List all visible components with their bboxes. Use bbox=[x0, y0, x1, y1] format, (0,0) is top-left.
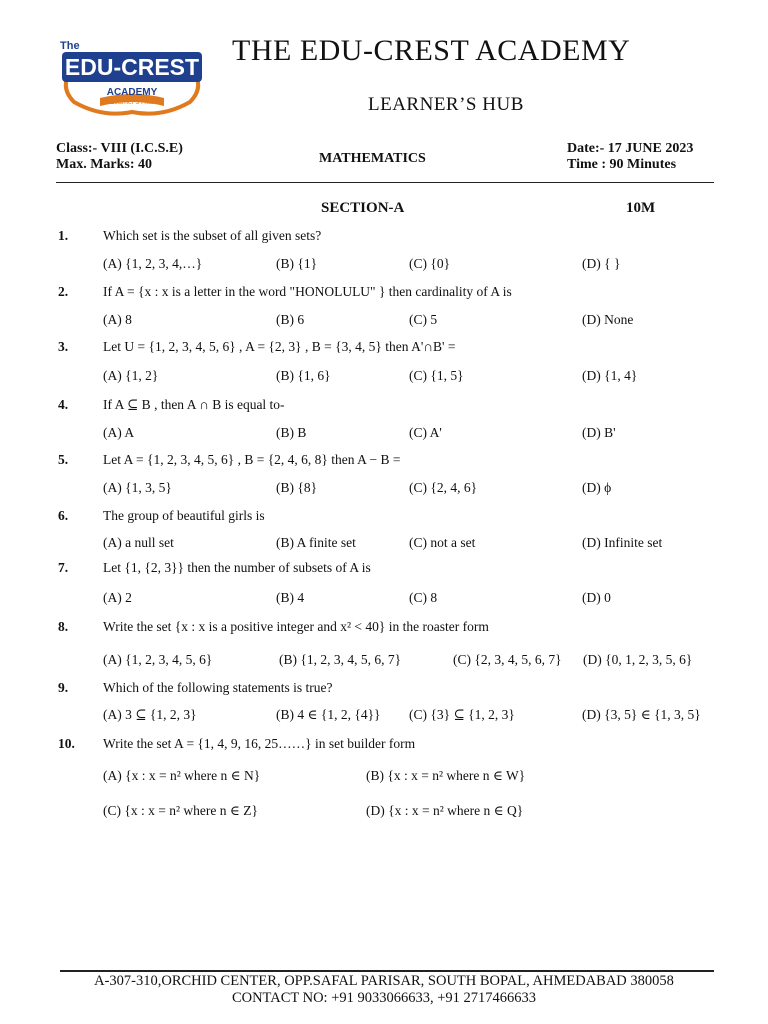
option-d: (D) {3, 5} ∈ {1, 3, 5} bbox=[582, 707, 701, 722]
option-d: (D) {1, 4} bbox=[582, 368, 638, 383]
question-number: 5. bbox=[58, 452, 69, 467]
option-d: (D) None bbox=[582, 312, 634, 327]
section-title: SECTION-A bbox=[321, 200, 405, 216]
option-c: (C) 8 bbox=[409, 590, 438, 605]
max-marks-label: Max. Marks: 40 bbox=[56, 157, 153, 172]
option-d: (D) {0, 1, 2, 3, 5, 6} bbox=[583, 652, 693, 667]
question-number: 8. bbox=[58, 619, 69, 634]
question-text: Write the set A = {1, 4, 9, 16, 25……} in set builder form bbox=[103, 736, 416, 751]
option-a: (A) {1, 2, 3, 4,…} bbox=[103, 256, 203, 271]
option-c: (C) 5 bbox=[409, 312, 438, 327]
question-number: 7. bbox=[58, 560, 69, 575]
academy-logo bbox=[52, 36, 212, 122]
option-b: (B) B bbox=[276, 425, 307, 440]
option-d: (D) 0 bbox=[582, 590, 611, 605]
option-d: (D) {x : x = n² where n ∈ Q} bbox=[366, 803, 524, 818]
option-a: (A) 3 ⊆ {1, 2, 3} bbox=[103, 707, 197, 722]
question-text: If A = {x : x is a letter in the word "HONOLULU" } then cardinality of A is bbox=[103, 284, 512, 299]
option-a: (A) {1, 2} bbox=[103, 368, 159, 383]
option-c: (C) {2, 4, 6} bbox=[409, 480, 478, 495]
question-text: Write the set {x : x is a positive integer and x² < 40} in the roaster form bbox=[103, 619, 489, 634]
option-c: (C) {2, 3, 4, 5, 6, 7} bbox=[453, 652, 562, 667]
footer-address: A-307-310,ORCHID CENTER, OPP.SAFAL PARISAR, SOUTH BOPAL, AHMEDABAD 380058 bbox=[94, 973, 674, 989]
option-b: (B) {1, 6} bbox=[276, 368, 331, 383]
academy-subtitle: LEARNER’S HUB bbox=[368, 94, 524, 115]
option-c: (C) {1, 5} bbox=[409, 368, 464, 383]
subject-label: MATHEMATICS bbox=[319, 151, 426, 166]
question-text: Which of the following statements is true? bbox=[103, 680, 333, 695]
time-label: Time : 90 Minutes bbox=[567, 157, 677, 172]
option-c: (C) {x : x = n² where n ∈ Z} bbox=[103, 803, 258, 818]
question-text: Let A = {1, 2, 3, 4, 5, 6} , B = {2, 4, 6, 8} then A − B = bbox=[103, 452, 401, 467]
logo-the: The bbox=[60, 40, 80, 52]
question-number: 10. bbox=[58, 736, 75, 751]
question-number: 1. bbox=[58, 228, 69, 243]
question-text: Which set is the subset of all given sets? bbox=[103, 228, 322, 243]
question-text: Let U = {1, 2, 3, 4, 5, 6} , A = {2, 3} , B = {3, 4, 5} then A'∩B' = bbox=[103, 339, 456, 354]
option-b: (B) 6 bbox=[276, 312, 305, 327]
option-b: (B) {1} bbox=[276, 256, 318, 271]
option-d: (D) B' bbox=[582, 425, 616, 440]
option-a: (A) A bbox=[103, 425, 135, 440]
question-text: If A ⊆ B , then A ∩ B is equal to- bbox=[103, 397, 285, 412]
option-b: (B) {x : x = n² where n ∈ W} bbox=[366, 768, 526, 783]
option-b: (B) {1, 2, 3, 4, 5, 6, 7} bbox=[279, 652, 402, 667]
option-b: (B) A finite set bbox=[276, 535, 356, 550]
footer-divider bbox=[60, 970, 714, 972]
logo-tagline: Learner's Hub bbox=[110, 99, 154, 106]
option-b: (B) {8} bbox=[276, 480, 318, 495]
option-c: (C) not a set bbox=[409, 535, 476, 550]
question-text: Let {1, {2, 3}} then the number of subsets of A is bbox=[103, 560, 371, 575]
question-text: The group of beautiful girls is bbox=[103, 508, 265, 523]
section-marks: 10M bbox=[626, 200, 656, 216]
option-b: (B) 4 ∈ {1, 2, {4}} bbox=[276, 707, 381, 722]
logo-name: EDU-CREST bbox=[64, 54, 200, 80]
option-d: (D) ϕ bbox=[582, 480, 612, 495]
question-number: 9. bbox=[58, 680, 69, 695]
logo-academy: ACADEMY bbox=[106, 87, 158, 98]
option-d: (D) { } bbox=[582, 256, 621, 271]
option-a: (A) 8 bbox=[103, 312, 132, 327]
option-a: (A) a null set bbox=[103, 535, 174, 550]
academy-title: THE EDU-CREST ACADEMY bbox=[232, 34, 631, 67]
option-a: (A) {1, 2, 3, 4, 5, 6} bbox=[103, 652, 213, 667]
date-label: Date:- 17 JUNE 2023 bbox=[567, 141, 694, 156]
option-c: (C) A' bbox=[409, 425, 442, 440]
header-divider bbox=[56, 182, 714, 183]
question-number: 4. bbox=[58, 397, 69, 412]
option-a: (A) {1, 3, 5} bbox=[103, 480, 172, 495]
class-label: Class:- VIII (I.C.S.E) bbox=[56, 141, 183, 156]
question-number: 2. bbox=[58, 284, 69, 299]
option-b: (B) 4 bbox=[276, 590, 305, 605]
option-a: (A) {x : x = n² where n ∈ N} bbox=[103, 768, 261, 783]
question-number: 3. bbox=[58, 339, 69, 354]
question-number: 6. bbox=[58, 508, 69, 523]
option-d: (D) Infinite set bbox=[582, 535, 663, 550]
footer-contact: CONTACT NO: +91 9033066633, +91 2717466633 bbox=[231, 990, 537, 1006]
option-c: (C) {0} bbox=[409, 256, 451, 271]
option-a: (A) 2 bbox=[103, 590, 132, 605]
option-c: (C) {3} ⊆ {1, 2, 3} bbox=[409, 707, 515, 722]
